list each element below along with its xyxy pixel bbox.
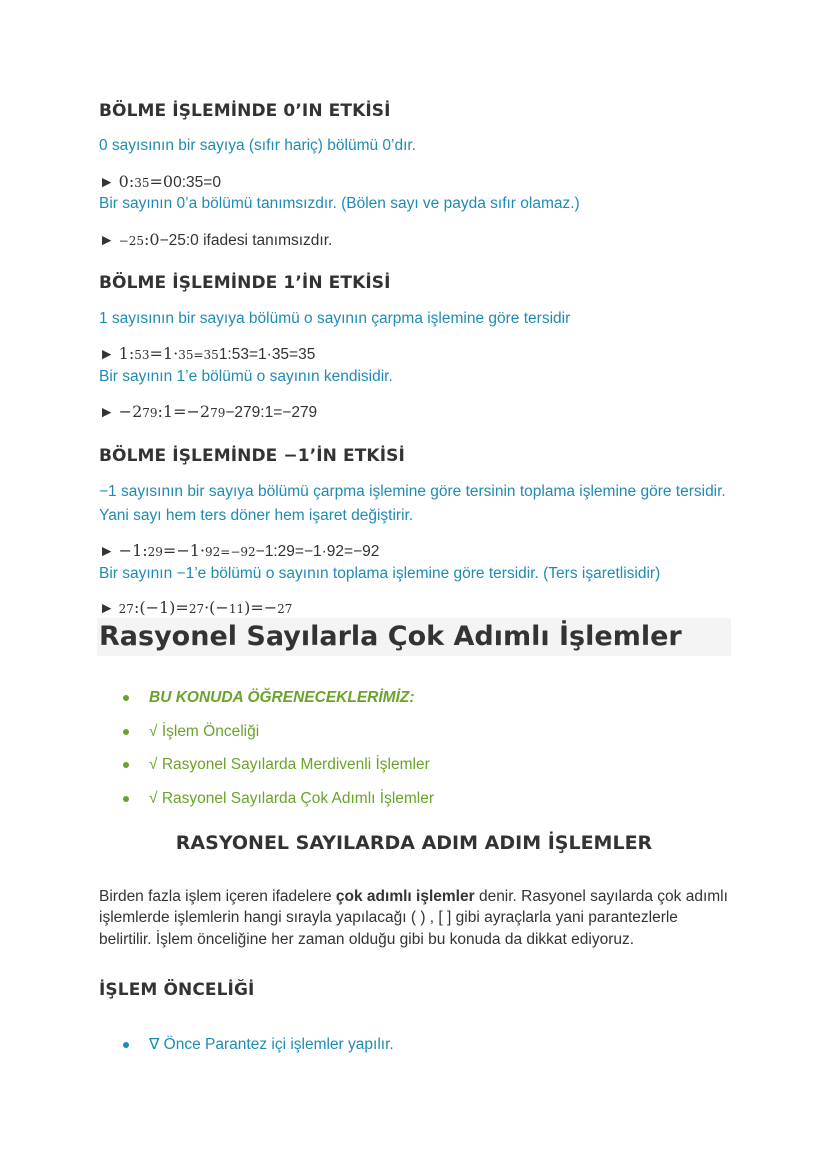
page-title-bar <box>97 618 731 656</box>
steps-heading: RASYONEL SAYILARDA ADIM ADIM İŞLEMLER <box>175 832 653 854</box>
list-item: √ Rasyonel Sayılarda Merdivenli İşlemler <box>120 755 434 789</box>
section-heading-zero: BÖLME İŞLEMİNDE 0’IN ETKİSİ <box>99 101 391 121</box>
example-divide-by-minus-one: ► 27:(−1)=27·(−11)=−27 <box>99 598 293 617</box>
rule-one-divided: 1 sayısının bir sayıya bölümü o sayının çarpma işlemine göre tersidir <box>99 310 571 327</box>
rule-divide-by-zero: Bir sayının 0’a bölümü tanımsızdır. (Bölen sayı ve payda sıfır olamaz.) <box>99 195 580 212</box>
example-divide-by-one: ► −279:1=−279−279:1=−279 <box>99 402 318 421</box>
example-one-divided: ► 1:53=1·35=351:53=1·35=35 <box>99 344 316 363</box>
example-zero-divided: ► 0:35=00:35=0 <box>99 172 221 191</box>
rule-divide-by-minus-one: Bir sayının −1’e bölümü o sayının toplama işlemine göre tersidir. (Ters işaretlisidir) <box>99 565 661 582</box>
steps-paragraph: Birden fazla işlem içeren ifadelere çok adımlı işlemler denir. Rasyonel sayılarda çok adımlı işlemlerde işlemlerin hangi sırayla yapılacağı ( ) , [ ] gibi ayraçlarla yani parantezlerle belirtilir. İşlem önceliğine her zaman olduğu gibi bu konuda da dikkat ediyoruz. <box>99 887 728 948</box>
example-divide-by-zero: ► −25:0−25:0 ifadesi tanımsızdır. <box>99 230 333 249</box>
section-heading-minus-one: BÖLME İŞLEMİNDE −1’İN ETKİSİ <box>99 446 405 466</box>
priority-heading: İŞLEM ÖNCELİĞİ <box>99 980 255 1000</box>
rule-minus-one-divided: −1 sayısının bir sayıya bölümü çarpma işlemine göre tersinin toplama işlemine göre tersidir. Yani sayı hem ters döner hem işaret değiştirir. <box>99 483 726 524</box>
rule-divide-by-one: Bir sayının 1’e bölümü o sayının kendisidir. <box>99 368 393 385</box>
list-item: BU KONUDA ÖĞRENECEKLERİMİZ: <box>120 688 434 722</box>
bullet-icon <box>123 729 129 735</box>
section-heading-one: BÖLME İŞLEMİNDE 1’İN ETKİSİ <box>99 273 391 293</box>
priority-list <box>120 1034 394 1056</box>
bullet-icon <box>123 1042 129 1048</box>
topics-list <box>120 688 434 822</box>
list-item: √ Rasyonel Sayılarda Çok Adımlı İşlemler <box>120 789 434 823</box>
list-item: √ İşlem Önceliği <box>120 722 434 756</box>
rule-zero-divided: 0 sayısının bir sayıya (sıfır hariç) bölümü 0’dır. <box>99 137 417 154</box>
bullet-icon <box>123 796 129 802</box>
page-title: Rasyonel Sayılarla Çok Adımlı İşlemler <box>99 621 682 652</box>
example-minus-one-divided: ► −1:29=−1·92=−92−1:29=−1·92=−92 <box>99 541 380 560</box>
list-item: ∇ Önce Parantez içi işlemler yapılır. <box>120 1034 394 1056</box>
bullet-icon <box>123 762 129 768</box>
bullet-icon <box>123 695 129 701</box>
